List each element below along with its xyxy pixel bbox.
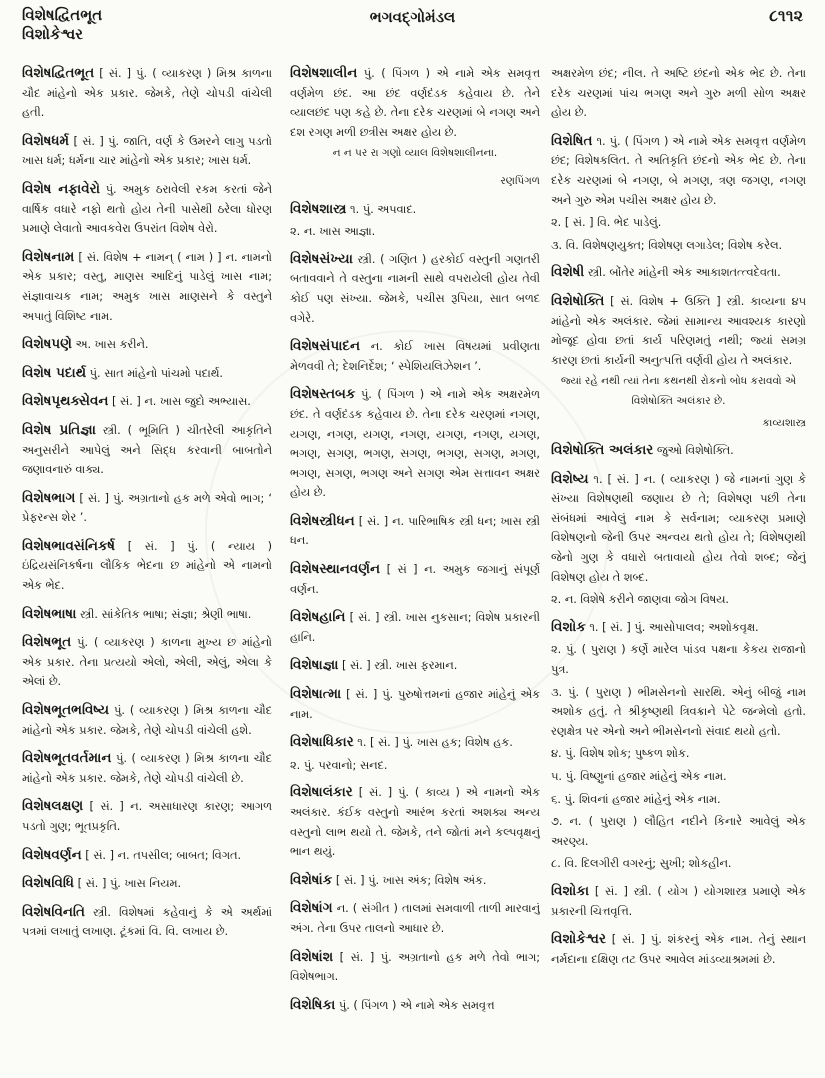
entry-definition: [ સં. ] પું. પુરુષોત્તમનાં હજાર માંહેનું એક નામ. — [290, 688, 540, 721]
column-left — [22, 64, 272, 1072]
entry-headword: વિશેષી — [551, 264, 585, 281]
entry-headword: વિશેષભાગ — [22, 489, 76, 506]
dictionary-entry — [22, 846, 272, 866]
entry-definition: જુઓ વિશેષોક્તિ. — [653, 444, 734, 458]
entry-headword: વિશેષાધિકાર — [290, 734, 354, 751]
entry-definition: પું. ( વ્યાકરણ ) મિશ્ર કાળના ચૌદ માંહેનો એક પ્રકાર. જેમકે, તેણે ચોપડી વાંચેલી હશે. — [22, 704, 272, 737]
entry-definition: પું. અમુક ઠરાવેલી રકમ કરતાં જેને વાર્ષિક વધારે નફો થતો હોય તેની પાસેથી ઠરેલા ધોરણ પ્રમાણે લેવાતો આવકવેરા ઉપરાંત વિશેષ વેરો. — [22, 182, 272, 236]
entry-headword: વિશેષાલંકાર — [290, 784, 353, 801]
entry-headword: વિશેષધર્મ — [22, 132, 70, 149]
entry-sense: ૨. પું. ( પુરાણ ) કર્ણે મારેલ પાંડવ પક્ષના કેકય રાજાનો પુત્ર. — [551, 643, 806, 677]
dictionary-entry — [22, 64, 272, 123]
entry-sense: ૪. પું. વિશેષ શોક; પુષ્કળ શોક. — [551, 747, 690, 761]
dictionary-entry — [290, 783, 540, 861]
entry-definition: [ સં. વિશેષ + ઉક્તિ ] સ્ત્રી. કાવ્યના ૪૫ માંહેનો એક અલંકાર. જેમાં સામાન્ય આવશ્યક કારણો મોજૂદ હોવા છતાં કાર્ય પરિણમતું નથી; જ્યાં સમગ્ર કારણ છતાં કાર્યની અનુત્પત્તિ વર્ણવી હોય તે અલંકાર. — [551, 294, 806, 367]
dictionary-entry — [551, 930, 806, 969]
dictionary-entry — [22, 489, 272, 528]
page-header — [0, 0, 825, 62]
column-right — [551, 64, 806, 1072]
dictionary-entry — [22, 335, 272, 355]
dictionary-entry — [22, 633, 272, 692]
dictionary-entry — [22, 749, 272, 788]
entry-headword: વિશોકેશ્વર — [551, 931, 606, 948]
entry-definition: ૧. પું. ( પિંગળ ) એ નામે એક સમવૃત્ત વર્ણમેળ છંદ; વિશેષકલિત. તે અતિકૃતિ છંદનો એક ભેદ છે. તેના દરેક ચરણમાં બે નગણ, બે મગણ, ત્રણ જગણ, નગણ અને ગુરુ એમ પચીસ અક્ષર હોય છે. — [551, 134, 806, 207]
entry-definition: પું. સાત માંહેનો પાંચમો પદાર્થ. — [86, 366, 224, 380]
guide-word-last: વિશોકેશ્વર — [22, 25, 84, 43]
entry-quotation: જ્યાં રહે નથી ત્યાં તેના કથનથી રોકનો બોધ કરાવવો એ વિશેષોક્તિ અલંકાર છે. — [560, 375, 797, 407]
entry-definition: ન. કોઈ ખાસ વિષયમાં પ્રવીણતા મેળવવી તે; દેશનિર્દેશ; ‘ સ્પેશિયલિઝેશન ’. — [290, 340, 540, 373]
entry-source: કાવ્યશાસ્ત્ર — [762, 416, 806, 429]
dictionary-entry — [290, 948, 540, 987]
dictionary-title: ભગવદ્ગોમંડલ — [369, 8, 456, 26]
entry-definition: [ સં. ] ન. ખાસ જુદો અભ્યાસ. — [108, 395, 251, 409]
entry-definition: [ સં. ] પું. ( વ્યાકરણ ) મિશ્ર કાળના ચૌદ માંહેનો એક પ્રકાર. જેમકે, તેણે ચોપડી વાંચેલી હતી. — [22, 67, 272, 120]
entry-headword: વિશેષભાવસંનિકર્ષ — [22, 537, 116, 554]
dictionary-entry — [290, 385, 540, 503]
entry-definition: સ્ત્રી. ( ગણિત ) હરકોઈ વસ્તુની ગણતરી બતાવવાને તે વસ્તુના નામની સાથે વપરાયેલી હોય તેવી કોઈ પણ સંખ્યા. જેમકે, પચીસ રૂપિયા, સાત બળદ વગેરે. — [290, 252, 540, 325]
entry-headword: વિશેષસ્ત્રીધન — [290, 512, 355, 529]
entry-headword: વિશેષભાષા — [22, 605, 77, 622]
entry-definition: [ સં ] ન. અમુક જગાનું સંપૂર્ણ વર્ણન. — [290, 563, 540, 596]
entry-definition: સ્ત્રી. બોંતેર માંહેની એક આકાશતત્ત્વદેવતા. — [584, 266, 781, 280]
dictionary-entry — [22, 421, 272, 480]
entry-headword: વિશેષવિનતિ — [22, 903, 85, 920]
page-number: ૮૧૧૨ — [769, 6, 803, 25]
entry-quotation: ન ન પર રા ગણો વ્યાલ વિશેષશાલીનના. — [332, 147, 498, 160]
dictionary-entry — [551, 132, 806, 210]
entry-headword: વિશેષિત — [551, 132, 593, 149]
entry-sense: ૨. [ સં. ] વિ. ભેદ પાડેલું. — [551, 216, 662, 230]
dictionary-entry — [22, 248, 272, 326]
dictionary-entry — [551, 441, 806, 461]
guide-word-first: વિશેષદ્વિતભૂત — [22, 6, 103, 24]
entry-definition: પું. ( વ્યાકરણ ) મિશ્ર કાળના ચૌદ માંહેનો એક પ્રકાર. જેમકે, તેણે ચોપડી વાંચેલી છે. — [22, 752, 272, 785]
entry-sense: ૨. ન. વિશેષે કરીને જાણવા જોગ વિષય. — [551, 593, 729, 607]
dictionary-entry — [551, 882, 806, 921]
entry-headword: વિશેષવર્ણન — [22, 846, 82, 863]
entry-definition: [ સં. ] પું. ( ન્યાય ) ઇંદ્રિયસંનિકર્ષના લૌકિક ભેદના છ માંહેનો એ નામનો એક ભેદ. — [22, 539, 272, 593]
entry-headword: વિશેષશાસ્ત્ર — [290, 200, 347, 217]
dictionary-entry — [290, 733, 540, 753]
entry-headword: વિશેષપણે — [22, 336, 72, 353]
dictionary-entry — [290, 512, 540, 551]
entry-sense: ૮. વિ. દિલગીરી વગરનું; સુખી; શોકહીન. — [551, 857, 732, 871]
entry-definition: સ્ત્રી. સાંકેતિક ભાષા; સંજ્ઞા; શ્રેણી ભાષા. — [76, 607, 252, 621]
entry-definition: ૧. પું. અપવાદ. — [346, 202, 417, 216]
entry-definition: [ સં. ] સ્ત્રી. ખાસ નુકસાન; વિશેષ પ્રકારની હાનિ. — [290, 611, 540, 644]
entry-headword: વિશોકા — [551, 882, 590, 899]
entry-sense: ૭. ન. ( પુરાણ ) લૌહિત નદીને કિનારે આવેલું એક અરણ્ય. — [551, 815, 806, 848]
dictionary-entry — [290, 871, 540, 891]
dictionary-entry — [22, 701, 272, 740]
dictionary-entry — [22, 132, 272, 171]
entry-sense: ૬. પું. શિવનાં હજાર માંહેનું એક નામ. — [551, 792, 721, 806]
entry-headword: વિશેષાત્મા — [290, 686, 342, 703]
entry-sense: ૨. પું. પરવાનો; સનદ. — [290, 758, 388, 772]
entry-headword: વિશેષાંગ — [290, 900, 333, 917]
dictionary-entry — [22, 903, 272, 942]
entry-headword: વિશેષ પદાર્થ — [22, 364, 87, 381]
entry-headword: વિશેષલક્ષણ — [22, 798, 84, 815]
entry-sense: ૩. પું. ( પુરાણ ) ભીમસેનનો સારથિ. એનું બીજું નામ અશોક હતું. તે શ્રીકૃષ્ણથી ત્રિવક્રાને પેટે જન્મેલો હતો. રણક્ષેત્ર પર એનો અને ભીમસેનનો સંવાદ થયો હતો. — [551, 685, 806, 738]
entry-headword: વિશેષદ્વિતભૂત — [22, 65, 95, 81]
dictionary-entry — [290, 996, 540, 1016]
entry-headword: વિશેષાંક — [290, 871, 333, 888]
column-middle — [290, 64, 540, 1072]
entry-headword: વિશેષપૃથક્સેવન — [22, 393, 109, 410]
entry-headword: વિશેષસ્તબક — [290, 386, 356, 403]
entry-definition: સ્ત્રી. વિશેષમાં કહેવાનું કે એ અર્થમાં પત્રમાં લખાતું લખાણ. ટૂંકમાં વિ. વિ. લખાય છે. — [22, 905, 272, 939]
entry-headword: વિશેષિકા — [290, 996, 336, 1013]
entry-headword: વિશેષાજ્ઞા — [290, 657, 339, 674]
entry-definition: ૧. [ સં. ] પું. આસોપાલવ; અશોકવૃક્ષ. — [585, 620, 759, 634]
entry-continuation: અક્ષરમેળ છંદ; નીલ. તે અષ્ટિ છંદનો એક ભેદ છે. તેના દરેક ચરણમાં પાંચ ભગણ અને ગુરુ મળી સોળ અક્ષર હોય છે. — [551, 67, 806, 120]
entry-definition: [ સં. ] સ્ત્રી. ખાસ ફરમાન. — [338, 659, 458, 673]
entry-definition: [ સં. ] પું. ( કાવ્ય ) એ નામનો એક અલંકાર. કંઈક વસ્તુનો આરંભ કરતાં અશક્ય અન્ય વસ્તુનો લાભ થયો તે. જેમકે, તને જોતાં મને કલ્પવૃક્ષનું ભાન થયું. — [290, 786, 540, 859]
entry-definition: [ સં. ] પું. ખાસ નિયમ. — [74, 877, 182, 891]
dictionary-entry — [22, 392, 272, 412]
entry-definition: ૧. [ સં. ] પું. ખાસ હક; વિશેષ હક. — [353, 736, 513, 750]
entry-headword: વિશેષોક્તિ — [551, 292, 605, 309]
entry-headword: વિશોક — [551, 618, 586, 635]
entry-headword: વિશેષવિધિ — [22, 875, 75, 892]
entry-headword: વિશેષભૂત — [22, 634, 72, 651]
entry-headword: વિશેષસંપાદન — [290, 338, 361, 355]
entry-definition: [ સં. ] ન. તપસીલ; બાબત; વિગત. — [81, 848, 242, 862]
entry-headword: વિશેષ પ્રતિજ્ઞા — [22, 421, 96, 438]
dictionary-entry — [290, 560, 540, 599]
entry-definition: સ્ત્રી. ( ભૂમિતિ ) ચીતરેલી આકૃતિને અનુસરીને આપેલું અને સિદ્ધ કરવાની બાબતોને જણાવનારું વાક્ય. — [22, 423, 272, 477]
entry-definition: [ સં. ] સ્ત્રી. ( યોગ ) યોગશાસ્ત્ર પ્રમાણે એક પ્રકારની ચિત્તવૃત્તિ. — [551, 884, 806, 918]
dictionary-entry — [290, 685, 540, 724]
entry-headword: વિશેષશાલીન — [290, 65, 358, 81]
entry-definition: [ સં. ] પું. અગ્રતાનો હક મળે એવો ભાગ; ‘ પ્રેફરન્સ શેર ’. — [22, 491, 272, 525]
dictionary-entry — [22, 874, 272, 894]
dictionary-entry — [290, 899, 540, 938]
dictionary-entry — [22, 180, 272, 239]
entry-headword: વિશેષોક્તિ અલંકાર — [551, 442, 654, 459]
entry-headword: વિશેષસ્થાનવર્ણન — [290, 561, 381, 578]
dictionary-entry — [290, 64, 540, 142]
entry-definition: [ સં. ] ન. અસાધારણ કારણ; આગળ પડતો ગુણ; ભૂતપ્રકૃતિ. — [22, 800, 272, 833]
entry-headword: વિશેષ નફાવેરો — [22, 180, 100, 197]
dictionary-entry — [290, 250, 540, 328]
entry-definition: ન. ( સંગીત ) તાલમાં સમવાળી તાળી મારવાનું અંગ. તેના ઉપર તાલનો આધાર છે. — [290, 902, 540, 935]
entry-headword: વિશેષભૂતભવિષ્ય — [22, 702, 110, 719]
entry-headword: વિશેષભૂતવર્તમાન — [22, 750, 112, 767]
dictionary-entry — [22, 364, 272, 384]
dictionary-entry — [290, 200, 540, 220]
dictionary-entry — [551, 470, 806, 588]
entry-headword: વિશેષનામ — [22, 248, 75, 265]
dictionary-entry — [551, 263, 806, 283]
entry-headword: વિશેષાંશ — [290, 948, 334, 965]
entry-headword: વિશેષહાનિ — [290, 609, 346, 626]
entry-sense: ૨. ન. ખાસ આજ્ઞા. — [290, 225, 376, 239]
entry-headword: વિશેષ્ય — [551, 470, 589, 487]
entry-definition: [ સં. ] પું. શંકરનું એક નામ. તેનું સ્થાન નર્મદાના દક્ષિણ તટ ઉપર આવેલ માંડવ્યાશ્રમમાં છે. — [551, 933, 806, 966]
entry-definition: [ સં. ] ન. પારિભાષિક સ્ત્રી ધન; ખાસ સ્ત્રી ધન. — [290, 514, 540, 548]
dictionary-entry — [290, 656, 540, 676]
entry-sense: ૩. વિ. વિશેષણયુક્ત; વિશેષણ લગાડેલ; વિશેષ કરેલ. — [551, 238, 783, 252]
dictionary-entry — [22, 537, 272, 596]
entry-definition: પું. ( પિંગળ ) એ નામે એક અક્ષરમેળ છંદ. તે વર્ણદંડક કહેવાય છે. તેના દરેક ચરણમાં નગણ, યગણ, નગણ, યગણ, નગણ, યગણ, નગણ, યગણ, ભગણ, સગણ, ભગણ, સગણ, ભગણ, સગણ, મગણ, ભગણ, સગણ, ભગણ અને સગણ એમ સત્તાવન અક્ષર હોય છે. — [290, 388, 540, 500]
entry-definition: [ સં. ] પું. ખાસ અંક; વિશેષ અંક. — [332, 873, 487, 887]
entry-sense: ૫. પું. વિષ્ણુનાં હજાર માંહેનું એક નામ. — [551, 770, 727, 783]
dictionary-entry — [290, 337, 540, 376]
entry-source: રણપિંગળ — [500, 174, 540, 187]
entry-definition: પું. ( પિંગળ ) એ નામે એક સમવૃત્ત વર્ણમેળ છંદ. આ છંદ વર્ણદંડક કહેવાય છે. તેને વ્યાલછંદ પણ કહે છે. તેના દરેક ચરણમાં બે નગણ અને દશ રગણ મળી છત્રીસ અક્ષર હોય છે. — [290, 67, 540, 139]
entry-definition: પું. ( પિંગળ ) એ નામે એક સમવૃત્ત — [335, 998, 495, 1012]
entry-definition: [ સં. વિશેષ + નામન્ ( નામ ) ] ન. નામનો એક પ્રકાર; વસ્તુ, માણસ આદિનું પાડેલું ખાસ નામ; સંજ્ઞાવાચક નામ; અમુક ખાસ માણસને કે વસ્તુને અપાતું વિશિષ્ટ નામ. — [22, 250, 272, 323]
entry-definition: અ. ખાસ કરીને. — [71, 338, 149, 352]
dictionary-entry — [22, 605, 272, 625]
entry-headword: વિશેષસંખ્યા — [290, 250, 353, 267]
dictionary-entry — [22, 797, 272, 836]
entry-definition: ૧. [ સં. ] ન. ( વ્યાકરણ ) જે નામનાં ગુણ કે સંખ્યા વિશેષણથી જણાય છે તે; વિશેષણ પછી તેના સંબંધમાં આવેલું નામ કે સર્વનામ; વ્યાકરણ પ્રમાણે વિશેષણનો જેની ઉપર અન્વય થતો હોય તે; વિશેષણથી જેનો ગુણ કે વધારો બતાવાયો હોય તેવો શબ્દ; જેનું વિશેષણ હોય તે શબ્દ. — [551, 472, 806, 584]
entry-definition: પું. ( વ્યાકરણ ) કાળના મુખ્ય છ માંહેનો એક પ્રકાર. તેના પ્રત્યયો એલો, એલી, એલું, એલા કે એલાં છે. — [22, 636, 272, 689]
dictionary-entry — [551, 292, 806, 370]
entry-definition: [ સં. ] પું. અગ્રતાનો હક મળે તેવો ભાગ; વિશેષભાગ. — [290, 950, 540, 984]
dictionary-entry — [290, 608, 540, 647]
dictionary-entry — [551, 618, 806, 638]
entry-definition: [ સં. ] પું. જાતિ, વર્ણ કે ઉમરને લાગુ પડતો ખાસ ધર્મ; ધર્મના ચાર માંહેનો એક પ્રકાર; ખાસ ધર્મ. — [22, 134, 272, 168]
